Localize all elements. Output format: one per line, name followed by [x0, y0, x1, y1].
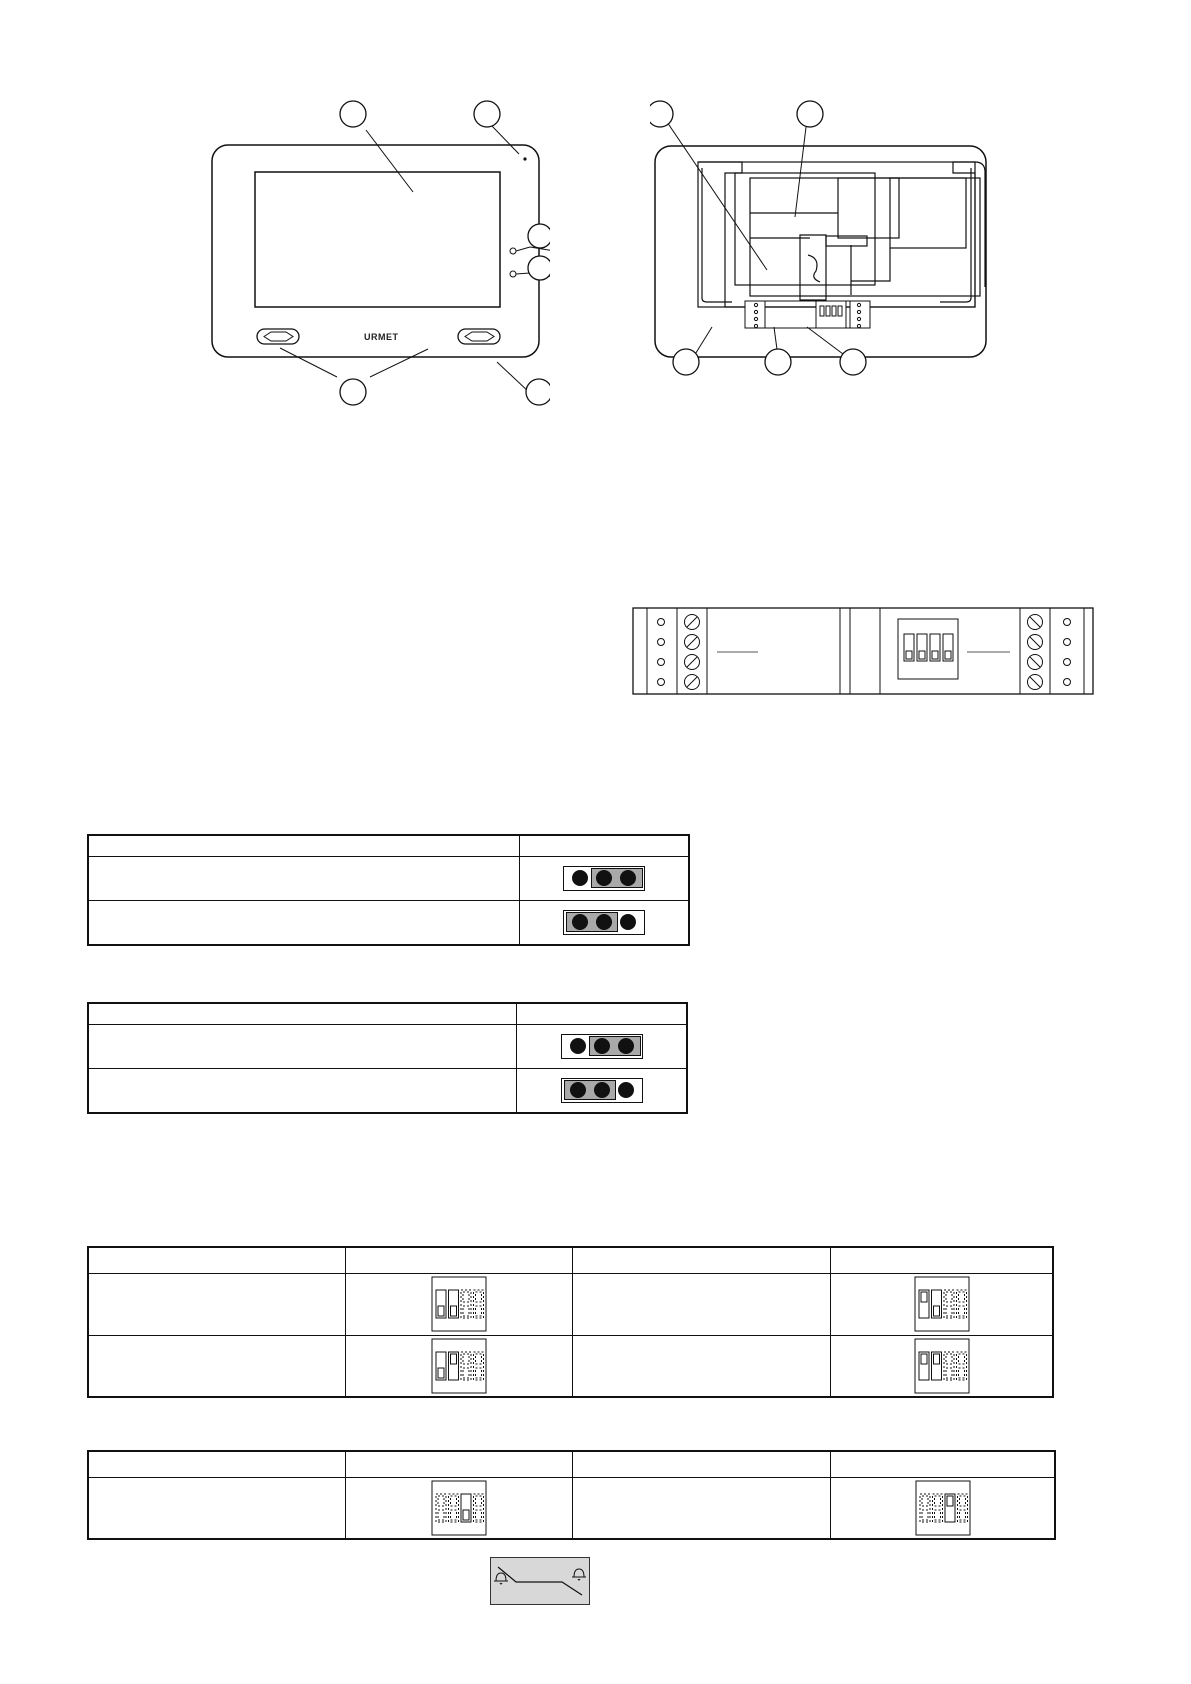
dip-switch-icon	[914, 1276, 970, 1332]
dip-knob	[463, 1368, 469, 1378]
dip-switch-icon	[431, 1276, 487, 1332]
dip-knob	[933, 1306, 939, 1316]
dip-table-1-setting	[346, 1335, 573, 1397]
touch-key-left[interactable]	[257, 329, 299, 344]
dip-switch-icon	[431, 1338, 487, 1394]
rear-callout-5	[840, 349, 866, 375]
dip-switch-block	[816, 301, 846, 328]
dip-table-1-label	[88, 1335, 346, 1397]
rear-callout-2	[797, 101, 823, 127]
dip-table-1-setting	[831, 1273, 1054, 1335]
dip-switch-icon	[914, 1338, 970, 1394]
jumper-table-1-row-setting	[520, 857, 690, 901]
dip-table-1-header-4	[831, 1247, 1054, 1273]
dip-table-1-header-1	[88, 1247, 346, 1273]
dip-knob	[946, 1306, 952, 1316]
jumper-right-position	[561, 1034, 643, 1059]
dip-knob	[959, 1510, 965, 1520]
dip-knob	[451, 1510, 457, 1520]
callout-4	[528, 256, 550, 280]
dip-knob	[958, 1306, 964, 1316]
rear-callout-4	[765, 349, 791, 375]
front-display-screen	[255, 172, 500, 307]
dip-knob	[921, 1354, 927, 1364]
dip-table-2-header-3	[573, 1451, 831, 1477]
dip-knob	[946, 1368, 952, 1378]
terminal-block-right	[850, 301, 870, 328]
led-indicator-icon	[510, 248, 516, 254]
dip-table-2-label	[88, 1477, 346, 1539]
jumper-table-2-header-a	[88, 1003, 517, 1025]
dip-knob	[934, 1510, 940, 1520]
front-view-diagram	[200, 95, 550, 415]
callout-5	[340, 379, 366, 405]
jumper-table-2-row-setting	[517, 1025, 688, 1069]
dip-knob	[476, 1368, 482, 1378]
dip-table-2-setting	[346, 1477, 573, 1539]
jumper-table-1-header-b	[520, 835, 690, 857]
callout-2	[474, 101, 500, 127]
dip-knob	[463, 1510, 469, 1520]
connector-detail-diagram	[632, 607, 1094, 697]
jumper-right-position	[563, 866, 645, 891]
dip-table-1-header-3	[573, 1247, 831, 1273]
microphone-hole-icon	[523, 157, 526, 160]
dip-switch-icon	[431, 1480, 487, 1536]
jumper-left-position	[563, 910, 645, 935]
dip-knob	[922, 1510, 928, 1520]
dip-knob	[438, 1306, 444, 1316]
callout-1	[340, 101, 366, 127]
dip-table-1-label	[573, 1273, 831, 1335]
dip-knob	[476, 1510, 482, 1520]
dip-knob	[476, 1306, 482, 1316]
dip-table-2-header-2	[346, 1451, 573, 1477]
jumper-table-2-row-setting	[517, 1069, 688, 1113]
jumper-table-1-row-label	[88, 901, 520, 945]
bell-switch-diagram	[490, 1557, 590, 1606]
dip-switch-detail	[898, 619, 958, 679]
jumper-table-1-row-setting	[520, 901, 690, 945]
dip-knob	[958, 1368, 964, 1378]
dip-switch-icon	[915, 1480, 971, 1536]
dip-knob	[438, 1368, 444, 1378]
dip-table-2-header-1	[88, 1451, 346, 1477]
dip-knob	[463, 1306, 469, 1316]
dip-table-1-header-2	[346, 1247, 573, 1273]
dip-table-1-setting	[831, 1335, 1054, 1397]
dip-table-1-label	[573, 1335, 831, 1397]
dip-table-1-setting	[346, 1273, 573, 1335]
jumper-table-1-header-a	[88, 835, 520, 857]
dip-table-2-label	[573, 1477, 831, 1539]
brand-logo: URMET	[364, 332, 399, 342]
callout-6	[526, 379, 550, 405]
dip-table-2-header-4	[831, 1451, 1056, 1477]
callout-3	[528, 224, 550, 248]
dip-knob	[921, 1292, 927, 1302]
jumper-table-2-row-label	[88, 1025, 517, 1069]
jumper-left-position	[561, 1078, 643, 1103]
terminal-block-left	[745, 301, 765, 328]
rear-callout-1	[650, 101, 673, 127]
jumper-table-2	[87, 1002, 688, 1114]
rear-view-diagram	[650, 95, 1000, 415]
dip-switch-table-2	[87, 1450, 1056, 1540]
dip-knob	[438, 1510, 444, 1520]
led-indicator-icon	[510, 271, 516, 277]
rear-callout-3	[673, 349, 699, 375]
dip-switch-table-1	[87, 1246, 1054, 1398]
dip-knob	[933, 1354, 939, 1364]
jumper-table-2-header-b	[517, 1003, 688, 1025]
dip-knob	[451, 1354, 457, 1364]
dip-table-1-label	[88, 1273, 346, 1335]
touch-key-right[interactable]	[458, 329, 500, 344]
dip-knob	[947, 1496, 953, 1506]
jumper-table-1	[87, 834, 690, 946]
jumper-table-2-row-label	[88, 1069, 517, 1113]
jumper-table-1-row-label	[88, 857, 520, 901]
dip-knob	[451, 1306, 457, 1316]
dip-table-2-setting	[831, 1477, 1056, 1539]
